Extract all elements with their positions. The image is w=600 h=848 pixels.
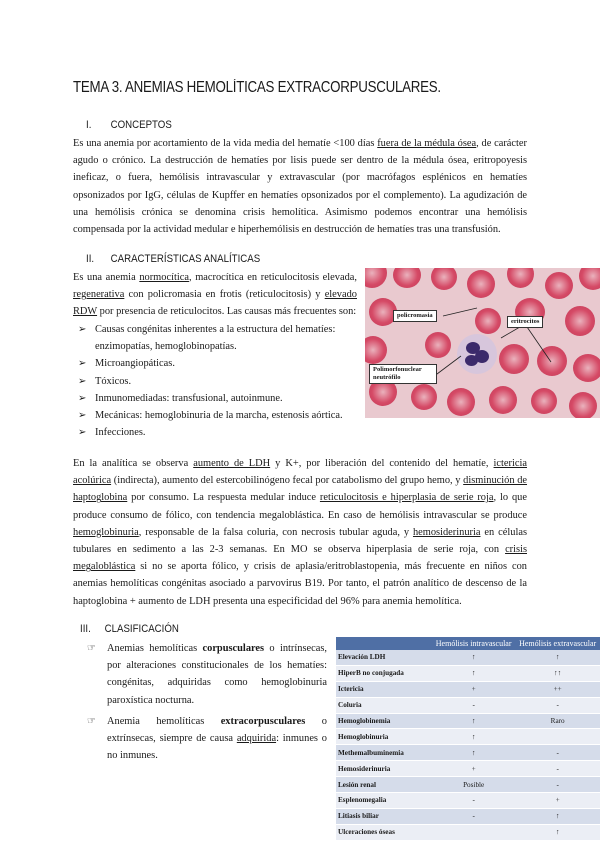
caracteristicas-paragraph: Es una anemia normocítica, macrocítica en reticulocitosis elevada, regenerativa con policromasia en frotis (reticulocitosis) y elevado RDW por presencia de reticulocitos. Las causas más frecuentes son: bbox=[73, 272, 357, 318]
table-header-row bbox=[336, 637, 600, 650]
table-row: Ulceraciones óseas ↑ bbox=[336, 824, 600, 840]
section-title: CARACTERÍSTICAS ANALÍTICAS bbox=[110, 253, 261, 265]
table-header: Hemólisis intravascular bbox=[432, 637, 515, 650]
classification-list bbox=[87, 640, 327, 768]
table-row: Hemosiderinuria + - bbox=[336, 761, 600, 777]
analitica-paragraph: En la analítica se observa aumento de LDH y K+, por liberación del contenido del hematíe, ictericia acolúrica (indirecta), aumento del estercobilinógeno fecal por catabolismo del grupo hemo, y disminución de haptoglobina por consumo. La respuesta medular induce reticulocitosis e hiperplasia de serie roja, lo que produce consumo de fólico, con tendencia megaloblástica. En caso de hemólisis intravascular se produce hemoglobinuria, responsable de la falsa coluria, con necrosis tubular aguda, y hemosiderinuria en células tubulares en sedimento a las 2-3 semanas. En MO se observa hiperplasia de serie roja, con crisis megaloblástica si no se aporta fólico, y crisis de aplasia/eritroblastopenia, más frecuente en niños con anemias hemolíticas congénitas asociado a parvovirus B19. Por tanto, el patrón analítico de descenso de la haptoglobina + aumento de LDH presenta una especificidad del 96% para anemia hemolítica. bbox=[73, 458, 528, 607]
section-title: CONCEPTOS bbox=[110, 119, 172, 131]
list-item: ➢ Inmunomediadas: transfusional, autoinmune. bbox=[73, 390, 363, 407]
table-header: Hemólisis extravascular bbox=[515, 637, 600, 650]
label-eritrocitos: eritrocitos bbox=[507, 316, 543, 328]
page-title: TEMA 3. ANEMIAS HEMOLÍTICAS EXTRACORPUSCULARES. bbox=[73, 79, 441, 96]
section-heading-clasificacion bbox=[80, 623, 179, 635]
table-row: Lesión renal Posible - bbox=[336, 777, 600, 793]
table-row: Hemoglobinuria ↑ bbox=[336, 729, 600, 745]
list-item: ➢ Mecánicas: hemoglobinuria de la marcha, estenosis aórtica. bbox=[73, 407, 363, 424]
list-item: ➢ Tóxicos. bbox=[73, 373, 363, 390]
conceptos-paragraph: Es una anemia por acortamiento de la vida media del hematíe <100 días fuera de la médula ósea, de carácter agudo o crónico. La destrucción de hematíes por lisis puede ser dentro de la médula ósea, eritropoyesis ineficaz, o fuera, hemólisis intravascular y extravascular (por macrófagos esplénicos en hematíes opsonizados por IgG, células de Kupffer en hematíes opsonizados por el complemento). La agudización de una hemólisis crónica se denomina crisis hemolítica. Asimismo podemos encontrar una hemólisis compensada por la actividad medular e hiperhemólisis en destrucción de hematíes tras una transfusión. bbox=[73, 138, 527, 236]
table-row: Methemalbuminemia ↑ - bbox=[336, 745, 600, 761]
blood-smear-image bbox=[365, 268, 600, 418]
table-row: Ictericia + ++ bbox=[336, 681, 600, 697]
table-header bbox=[336, 637, 432, 650]
section-heading-conceptos bbox=[86, 119, 172, 131]
table-row: Hemoglobinemia ↑ Raro bbox=[336, 713, 600, 729]
list-item: ➢ Microangiopáticas. bbox=[73, 355, 363, 372]
section-number: II. bbox=[86, 253, 95, 265]
label-neutrofilo: Polimorfonuclear neutrófilo bbox=[369, 364, 437, 384]
list-item: ➢ Infecciones. bbox=[73, 424, 363, 441]
list-item: ➢ Causas congénitas inherentes a la estructura del hematíes: enzimopatías, hemoglobinopatías. bbox=[73, 321, 363, 355]
table-row: Litiasis biliar - ↑ bbox=[336, 808, 600, 824]
causes-list bbox=[73, 321, 363, 441]
section-heading-caracteristicas bbox=[86, 253, 260, 265]
list-item: ☞ Anemias hemolíticas corpusculares o intrínsecas, por alteraciones constitucionales de los hematíes: congénitas, adquiridas como hemoglobinuria paroxística nocturna. bbox=[87, 640, 327, 709]
hemolysis-comparison-table bbox=[336, 637, 600, 841]
section-number: III. bbox=[80, 623, 91, 635]
list-item: ☞ Anemia hemolíticas extracorpusculares o extrínsecas, siempre de causa adquirida: inmunes o no inmunes. bbox=[87, 713, 327, 765]
table-row: Coluria - - bbox=[336, 697, 600, 713]
table-row: Esplenomegalia - + bbox=[336, 793, 600, 809]
label-pointer-lines bbox=[365, 268, 600, 418]
table-row: Elevación LDH ↑ ↑ bbox=[336, 650, 600, 665]
label-policromasia: policromasia bbox=[393, 310, 437, 322]
section-title: CLASIFICACIÓN bbox=[104, 623, 179, 635]
section-number: I. bbox=[86, 119, 92, 131]
table-row: HiperB no conjugada ↑ ↑↑ bbox=[336, 665, 600, 681]
